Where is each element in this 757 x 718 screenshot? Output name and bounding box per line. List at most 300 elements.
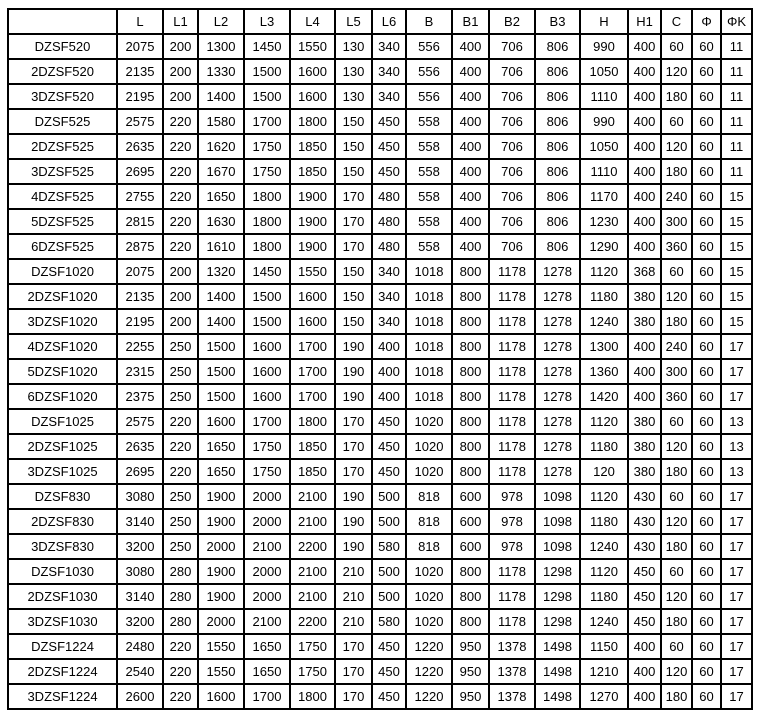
value-cell-B2: 706 [489, 209, 535, 234]
value-cell-L4: 1600 [290, 84, 335, 109]
table-row [8, 59, 752, 84]
value-cell-L: 3200 [117, 609, 163, 634]
value-cell-phi-k: 11 [721, 134, 752, 159]
value-cell-B1: 400 [452, 134, 489, 159]
value-cell-L2: 1610 [198, 234, 244, 259]
value-cell-L6: 450 [372, 109, 406, 134]
value-cell-H: 1230 [580, 209, 628, 234]
value-cell-L6: 450 [372, 684, 406, 709]
value-cell-B: 1020 [406, 434, 452, 459]
header-row [8, 9, 752, 34]
value-cell-B1: 800 [452, 309, 489, 334]
value-cell-B3: 1278 [535, 459, 580, 484]
value-cell-L1: 220 [163, 209, 198, 234]
table-row [8, 659, 752, 684]
value-cell-L4: 1700 [290, 384, 335, 409]
value-cell-B: 1020 [406, 584, 452, 609]
value-cell-L6: 500 [372, 559, 406, 584]
value-cell-L6: 580 [372, 609, 406, 634]
value-cell-C: 240 [661, 184, 692, 209]
value-cell-L5: 170 [335, 634, 372, 659]
value-cell-C: 120 [661, 134, 692, 159]
value-cell-L4: 1800 [290, 409, 335, 434]
value-cell-B2: 978 [489, 534, 535, 559]
value-cell-H: 1180 [580, 284, 628, 309]
value-cell-H: 1120 [580, 259, 628, 284]
value-cell-L1: 200 [163, 309, 198, 334]
value-cell-L1: 220 [163, 409, 198, 434]
value-cell-L1: 220 [163, 184, 198, 209]
value-cell-B3: 806 [535, 34, 580, 59]
value-cell-L6: 480 [372, 234, 406, 259]
value-cell-L4: 1900 [290, 184, 335, 209]
value-cell-phi: 60 [692, 309, 721, 334]
table-row [8, 209, 752, 234]
value-cell-L4: 2100 [290, 509, 335, 534]
value-cell-B3: 806 [535, 159, 580, 184]
value-cell-L: 2635 [117, 434, 163, 459]
value-cell-H1: 400 [628, 109, 661, 134]
value-cell-L4: 2100 [290, 559, 335, 584]
value-cell-B: 818 [406, 484, 452, 509]
model-cell: 2DZSF1224 [8, 659, 117, 684]
value-cell-B1: 950 [452, 634, 489, 659]
value-cell-L1: 280 [163, 584, 198, 609]
value-cell-L6: 400 [372, 384, 406, 409]
value-cell-B3: 806 [535, 109, 580, 134]
value-cell-H: 1210 [580, 659, 628, 684]
value-cell-L5: 150 [335, 259, 372, 284]
model-cell: 6DZSF525 [8, 234, 117, 259]
value-cell-C: 120 [661, 434, 692, 459]
value-cell-phi-k: 13 [721, 409, 752, 434]
value-cell-L: 3140 [117, 584, 163, 609]
value-cell-L1: 280 [163, 559, 198, 584]
value-cell-H: 1120 [580, 409, 628, 434]
value-cell-L6: 480 [372, 184, 406, 209]
value-cell-L3: 2000 [244, 559, 290, 584]
value-cell-C: 180 [661, 459, 692, 484]
value-cell-L: 3080 [117, 484, 163, 509]
value-cell-phi-k: 15 [721, 209, 752, 234]
value-cell-phi: 60 [692, 34, 721, 59]
value-cell-L2: 2000 [198, 534, 244, 559]
value-cell-B1: 400 [452, 84, 489, 109]
value-cell-B2: 1178 [489, 584, 535, 609]
value-cell-L: 2540 [117, 659, 163, 684]
value-cell-L3: 1650 [244, 634, 290, 659]
value-cell-L2: 1650 [198, 459, 244, 484]
value-cell-L2: 1900 [198, 559, 244, 584]
value-cell-B2: 706 [489, 84, 535, 109]
value-cell-L6: 450 [372, 409, 406, 434]
table-row [8, 434, 752, 459]
value-cell-B: 558 [406, 134, 452, 159]
value-cell-H1: 400 [628, 84, 661, 109]
value-cell-L: 2075 [117, 259, 163, 284]
model-cell: 2DZSF1020 [8, 284, 117, 309]
value-cell-L5: 170 [335, 209, 372, 234]
value-cell-phi-k: 17 [721, 584, 752, 609]
column-header-L: L [117, 9, 163, 34]
value-cell-H: 1180 [580, 584, 628, 609]
value-cell-L: 2875 [117, 234, 163, 259]
value-cell-L: 2195 [117, 309, 163, 334]
value-cell-L2: 1670 [198, 159, 244, 184]
column-header-C: C [661, 9, 692, 34]
model-cell: 5DZSF1020 [8, 359, 117, 384]
value-cell-L2: 1630 [198, 209, 244, 234]
value-cell-L3: 1750 [244, 134, 290, 159]
value-cell-L: 3080 [117, 559, 163, 584]
column-header-model [8, 9, 117, 34]
value-cell-C: 60 [661, 109, 692, 134]
value-cell-L2: 1300 [198, 34, 244, 59]
column-header-phi: Φ [692, 9, 721, 34]
value-cell-phi-k: 17 [721, 359, 752, 384]
value-cell-B: 558 [406, 234, 452, 259]
value-cell-L1: 200 [163, 284, 198, 309]
table-row [8, 634, 752, 659]
value-cell-B: 1020 [406, 459, 452, 484]
value-cell-B2: 1178 [489, 284, 535, 309]
value-cell-B1: 800 [452, 284, 489, 309]
value-cell-C: 360 [661, 384, 692, 409]
table-row [8, 134, 752, 159]
value-cell-L5: 170 [335, 659, 372, 684]
value-cell-H: 1120 [580, 484, 628, 509]
value-cell-B2: 706 [489, 109, 535, 134]
model-cell: 2DZSF520 [8, 59, 117, 84]
value-cell-L4: 2100 [290, 484, 335, 509]
model-cell: 4DZSF525 [8, 184, 117, 209]
value-cell-phi: 60 [692, 484, 721, 509]
value-cell-L1: 280 [163, 609, 198, 634]
value-cell-B1: 400 [452, 109, 489, 134]
value-cell-L3: 1500 [244, 84, 290, 109]
value-cell-L6: 450 [372, 134, 406, 159]
value-cell-L3: 1750 [244, 459, 290, 484]
value-cell-L2: 1620 [198, 134, 244, 159]
value-cell-phi: 60 [692, 384, 721, 409]
value-cell-B2: 1378 [489, 634, 535, 659]
value-cell-C: 300 [661, 359, 692, 384]
value-cell-L3: 1500 [244, 309, 290, 334]
table-header [8, 9, 752, 34]
value-cell-B1: 400 [452, 59, 489, 84]
value-cell-L1: 200 [163, 34, 198, 59]
model-cell: 3DZSF520 [8, 84, 117, 109]
value-cell-H: 1120 [580, 559, 628, 584]
value-cell-L2: 1400 [198, 284, 244, 309]
value-cell-L3: 1700 [244, 109, 290, 134]
value-cell-L5: 170 [335, 459, 372, 484]
value-cell-B3: 1498 [535, 684, 580, 709]
value-cell-H1: 400 [628, 159, 661, 184]
value-cell-H1: 368 [628, 259, 661, 284]
value-cell-L5: 130 [335, 34, 372, 59]
value-cell-B1: 600 [452, 534, 489, 559]
value-cell-L1: 220 [163, 159, 198, 184]
value-cell-L1: 250 [163, 334, 198, 359]
value-cell-L5: 170 [335, 684, 372, 709]
model-cell: 3DZSF1020 [8, 309, 117, 334]
value-cell-B2: 1178 [489, 384, 535, 409]
value-cell-phi: 60 [692, 134, 721, 159]
value-cell-H1: 380 [628, 284, 661, 309]
value-cell-L: 2755 [117, 184, 163, 209]
value-cell-L2: 1320 [198, 259, 244, 284]
model-cell: 2DZSF830 [8, 509, 117, 534]
value-cell-L2: 2000 [198, 609, 244, 634]
value-cell-L: 2575 [117, 409, 163, 434]
value-cell-L4: 1600 [290, 309, 335, 334]
value-cell-L6: 340 [372, 259, 406, 284]
value-cell-L1: 200 [163, 259, 198, 284]
value-cell-phi: 60 [692, 209, 721, 234]
table-row [8, 234, 752, 259]
value-cell-L6: 500 [372, 584, 406, 609]
value-cell-phi-k: 13 [721, 459, 752, 484]
value-cell-H1: 400 [628, 334, 661, 359]
value-cell-L5: 150 [335, 159, 372, 184]
value-cell-H1: 400 [628, 684, 661, 709]
value-cell-H: 1240 [580, 609, 628, 634]
column-header-B1: B1 [452, 9, 489, 34]
value-cell-phi: 60 [692, 584, 721, 609]
value-cell-L1: 220 [163, 634, 198, 659]
model-cell: DZSF1030 [8, 559, 117, 584]
value-cell-L2: 1500 [198, 384, 244, 409]
model-cell: 3DZSF830 [8, 534, 117, 559]
column-header-L4: L4 [290, 9, 335, 34]
value-cell-B1: 800 [452, 584, 489, 609]
column-header-H1: H1 [628, 9, 661, 34]
table-row [8, 459, 752, 484]
table-row [8, 259, 752, 284]
value-cell-phi-k: 11 [721, 59, 752, 84]
value-cell-H1: 400 [628, 134, 661, 159]
value-cell-B1: 600 [452, 509, 489, 534]
value-cell-B3: 1498 [535, 659, 580, 684]
value-cell-L: 2135 [117, 284, 163, 309]
value-cell-B: 1220 [406, 684, 452, 709]
table-row [8, 509, 752, 534]
value-cell-B3: 1278 [535, 334, 580, 359]
table-row [8, 609, 752, 634]
value-cell-H1: 400 [628, 659, 661, 684]
value-cell-B2: 1378 [489, 684, 535, 709]
value-cell-L4: 1850 [290, 434, 335, 459]
value-cell-C: 60 [661, 559, 692, 584]
value-cell-L6: 450 [372, 634, 406, 659]
value-cell-B3: 1298 [535, 609, 580, 634]
value-cell-L4: 1550 [290, 34, 335, 59]
value-cell-L5: 150 [335, 309, 372, 334]
table-row [8, 334, 752, 359]
value-cell-L6: 340 [372, 284, 406, 309]
value-cell-L4: 1900 [290, 234, 335, 259]
value-cell-C: 180 [661, 309, 692, 334]
value-cell-phi: 60 [692, 234, 721, 259]
value-cell-H: 1290 [580, 234, 628, 259]
value-cell-H1: 400 [628, 34, 661, 59]
table-row [8, 109, 752, 134]
value-cell-L3: 1750 [244, 159, 290, 184]
value-cell-B: 558 [406, 209, 452, 234]
value-cell-L5: 150 [335, 284, 372, 309]
value-cell-phi: 60 [692, 284, 721, 309]
value-cell-B1: 400 [452, 234, 489, 259]
value-cell-L5: 130 [335, 84, 372, 109]
model-cell: 4DZSF1020 [8, 334, 117, 359]
value-cell-H1: 450 [628, 584, 661, 609]
value-cell-H: 1420 [580, 384, 628, 409]
model-cell: 3DZSF525 [8, 159, 117, 184]
value-cell-L6: 450 [372, 659, 406, 684]
value-cell-L5: 150 [335, 109, 372, 134]
value-cell-phi-k: 17 [721, 509, 752, 534]
value-cell-B2: 1178 [489, 434, 535, 459]
value-cell-B1: 950 [452, 684, 489, 709]
value-cell-B: 1020 [406, 609, 452, 634]
value-cell-B3: 806 [535, 209, 580, 234]
value-cell-B1: 800 [452, 334, 489, 359]
value-cell-phi: 60 [692, 259, 721, 284]
value-cell-B2: 706 [489, 184, 535, 209]
value-cell-B2: 706 [489, 34, 535, 59]
table-row [8, 409, 752, 434]
value-cell-B3: 1098 [535, 509, 580, 534]
value-cell-B2: 706 [489, 159, 535, 184]
value-cell-phi-k: 15 [721, 259, 752, 284]
value-cell-B: 1018 [406, 309, 452, 334]
value-cell-phi: 60 [692, 84, 721, 109]
value-cell-B1: 800 [452, 409, 489, 434]
value-cell-B1: 400 [452, 184, 489, 209]
value-cell-phi-k: 17 [721, 684, 752, 709]
value-cell-B2: 978 [489, 509, 535, 534]
value-cell-C: 60 [661, 634, 692, 659]
value-cell-phi-k: 11 [721, 109, 752, 134]
value-cell-B1: 400 [452, 209, 489, 234]
model-cell: DZSF830 [8, 484, 117, 509]
value-cell-H: 1150 [580, 634, 628, 659]
value-cell-B2: 1178 [489, 309, 535, 334]
value-cell-L6: 580 [372, 534, 406, 559]
value-cell-H: 1270 [580, 684, 628, 709]
value-cell-L1: 250 [163, 484, 198, 509]
value-cell-B: 1220 [406, 659, 452, 684]
value-cell-phi-k: 11 [721, 34, 752, 59]
model-cell: 6DZSF1020 [8, 384, 117, 409]
value-cell-B: 1220 [406, 634, 452, 659]
value-cell-B2: 1178 [489, 559, 535, 584]
value-cell-B3: 1098 [535, 484, 580, 509]
value-cell-L5: 210 [335, 609, 372, 634]
value-cell-B: 818 [406, 509, 452, 534]
value-cell-L1: 250 [163, 534, 198, 559]
value-cell-H1: 400 [628, 234, 661, 259]
value-cell-H: 990 [580, 109, 628, 134]
model-cell: 2DZSF1025 [8, 434, 117, 459]
value-cell-phi: 60 [692, 659, 721, 684]
table-row [8, 359, 752, 384]
value-cell-L6: 340 [372, 59, 406, 84]
value-cell-L: 2135 [117, 59, 163, 84]
value-cell-B3: 1278 [535, 284, 580, 309]
value-cell-phi-k: 17 [721, 484, 752, 509]
value-cell-L1: 220 [163, 234, 198, 259]
value-cell-C: 180 [661, 534, 692, 559]
value-cell-phi: 60 [692, 509, 721, 534]
value-cell-L3: 1650 [244, 659, 290, 684]
value-cell-B2: 1178 [489, 409, 535, 434]
value-cell-phi: 60 [692, 59, 721, 84]
value-cell-L5: 130 [335, 59, 372, 84]
table-body [8, 34, 752, 709]
value-cell-L2: 1550 [198, 659, 244, 684]
value-cell-phi-k: 17 [721, 334, 752, 359]
value-cell-L3: 2100 [244, 534, 290, 559]
value-cell-B: 1018 [406, 384, 452, 409]
value-cell-B3: 806 [535, 59, 580, 84]
value-cell-phi-k: 17 [721, 384, 752, 409]
value-cell-L2: 1400 [198, 84, 244, 109]
value-cell-B2: 706 [489, 134, 535, 159]
value-cell-C: 60 [661, 409, 692, 434]
value-cell-L3: 2000 [244, 584, 290, 609]
value-cell-L3: 2000 [244, 509, 290, 534]
value-cell-L3: 1450 [244, 34, 290, 59]
value-cell-H1: 380 [628, 434, 661, 459]
value-cell-phi-k: 17 [721, 659, 752, 684]
value-cell-H: 1110 [580, 84, 628, 109]
value-cell-L3: 1700 [244, 684, 290, 709]
value-cell-L5: 190 [335, 534, 372, 559]
value-cell-C: 180 [661, 159, 692, 184]
value-cell-L3: 2100 [244, 609, 290, 634]
value-cell-B2: 706 [489, 59, 535, 84]
value-cell-H: 1360 [580, 359, 628, 384]
model-cell: 2DZSF525 [8, 134, 117, 159]
value-cell-L2: 1500 [198, 334, 244, 359]
value-cell-C: 60 [661, 34, 692, 59]
value-cell-L6: 450 [372, 459, 406, 484]
column-header-L6: L6 [372, 9, 406, 34]
value-cell-L: 2695 [117, 159, 163, 184]
value-cell-phi: 60 [692, 534, 721, 559]
value-cell-L5: 190 [335, 484, 372, 509]
value-cell-phi-k: 17 [721, 634, 752, 659]
value-cell-H1: 400 [628, 59, 661, 84]
value-cell-B3: 806 [535, 234, 580, 259]
value-cell-L3: 1600 [244, 359, 290, 384]
value-cell-L4: 1600 [290, 59, 335, 84]
value-cell-L4: 1800 [290, 684, 335, 709]
value-cell-L3: 1800 [244, 209, 290, 234]
value-cell-B3: 806 [535, 84, 580, 109]
value-cell-B: 558 [406, 159, 452, 184]
value-cell-B1: 400 [452, 159, 489, 184]
value-cell-H: 1180 [580, 434, 628, 459]
value-cell-L: 3200 [117, 534, 163, 559]
value-cell-phi: 60 [692, 409, 721, 434]
value-cell-L1: 200 [163, 59, 198, 84]
value-cell-B3: 1098 [535, 534, 580, 559]
value-cell-phi: 60 [692, 334, 721, 359]
table-row [8, 384, 752, 409]
